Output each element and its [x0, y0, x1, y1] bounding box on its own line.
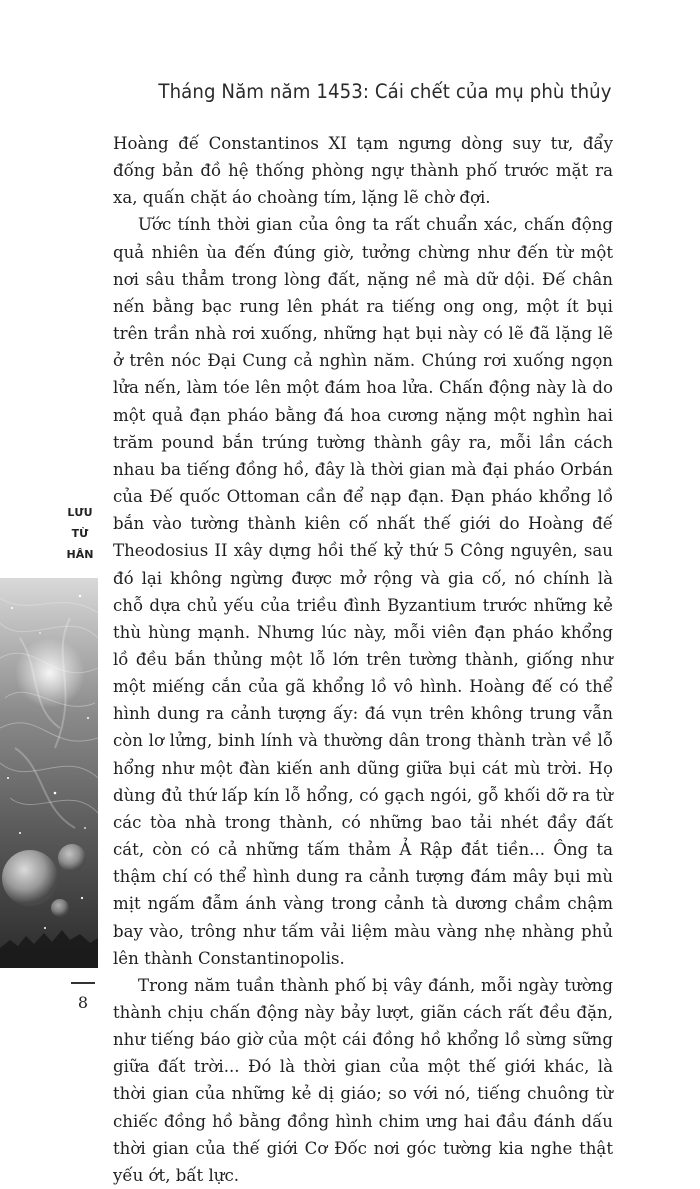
author-line: LƯU: [67, 506, 93, 519]
paragraph-3: Trong năm tuần thành phố bị vây đánh, mỗi ngày tường thành chịu chấn động này bảy lượt, giãn cách rất đều đặn, như tiếng báo giờ của một cái đồng hồ khổng lồ sừng sững giữa đất trời... Đó là thời gian của một thế giới khác, là thời gian của những kẻ dị giáo; so với nó, tiếng chuông từ chiếc đồng hồ bằng đồng hình chim ưng hai đầu đánh dấu thời gian của thế giới Cơ Đốc nơi góc tường kia nghe thật yếu ớt, bất lực.: [113, 975, 613, 1185]
author-line: HÂN: [66, 548, 94, 561]
page-number-rule: [71, 982, 95, 984]
side-decoration-image: [0, 578, 98, 968]
paragraph-2: Ước tính thời gian của ông ta rất chuẩn xác, chấn động quả nhiên ùa đến đúng giờ, tưởng chừng như đến từ một nơi sâu thẳm trong lòng đất, nặng nề mà dữ dội. Đế chân nến bằng bạc rung lên phát ra tiếng ong ong, một ít bụi trên trần nhà rơi xuống, những hạt bụi này có lẽ đã lặng lẽ ở trên nóc Đại Cung cả nghìn năm. Chúng rơi xuống ngọn lửa nến, làm tóe lên một đám hoa lửa. Chấn động này là do một quả đạn pháo bằng đá hoa cương nặng một nghìn hai trăm pound bắn trúng tường thành gây ra, mỗi lần cách nhau ba tiếng đồng hồ, đây là thời gian mà đại pháo Orbán của Đế quốc Ottoman cần để nạp đạn. Đạn pháo khổng lồ bắn vào tường thành kiên cố nhất thế giới do Hoàng đế Theodosius II xây dựng hồi thế kỷ thứ 5 Công nguyên, sau đó lại không ngừng được mở rộng và gia cố, nó chính là chỗ dựa chủ yếu của triều đình Byzantium trước những kẻ thù hùng mạnh. Nhưng lúc này, mỗi viên đạn pháo khổng lồ đều bắn thủng một lỗ lớn trên tường thành, giống như một miếng cắn của gã khổng lồ vô hình. Hoàng đế có thể hình dung ra cảnh tượng ấy: đá vụn trên không trung vẫn còn lơ lửng, binh lính và thường dân trong thành tràn về lỗ hổng như một đàn kiến anh dũng giữa bụi cát mù trời. Họ dùng đủ thứ lấp kín lỗ hổng, có gạch ngói, gỗ khối dỡ ra từ các tòa nhà trong thành, có những bao tải nhét đầy đất cát, còn có cả những tấm thảm Ả Rập đắt tiền... Ông ta thậm chí có thể hình dung ra cảnh tượng đám mây bụi mù mịt ngấm đẫm ánh vàng trong cảnh tà dương chầm chậm bay vào, trông như tấm vải liệm màu vàng nhẹ nhàng phủ lên thành Constantinopolis.: [113, 215, 613, 968]
nebula-artwork: [0, 578, 98, 968]
paragraph-1: Hoàng đế Constantinos XI tạm ngưng dòng suy tư, đẩy đống bản đồ hệ thống phòng ngự thành phố trước mặt ra xa, quấn chặt áo choàng tím, lặng lẽ chờ đợi.: [113, 134, 613, 208]
page-number: 8: [77, 993, 88, 1012]
body-text: [113, 130, 613, 1189]
author-line: TỪ: [71, 527, 89, 540]
chapter-title: Tháng Năm năm 1453: Cái chết của mụ phù thủy: [158, 80, 612, 103]
author-name: [64, 502, 96, 565]
